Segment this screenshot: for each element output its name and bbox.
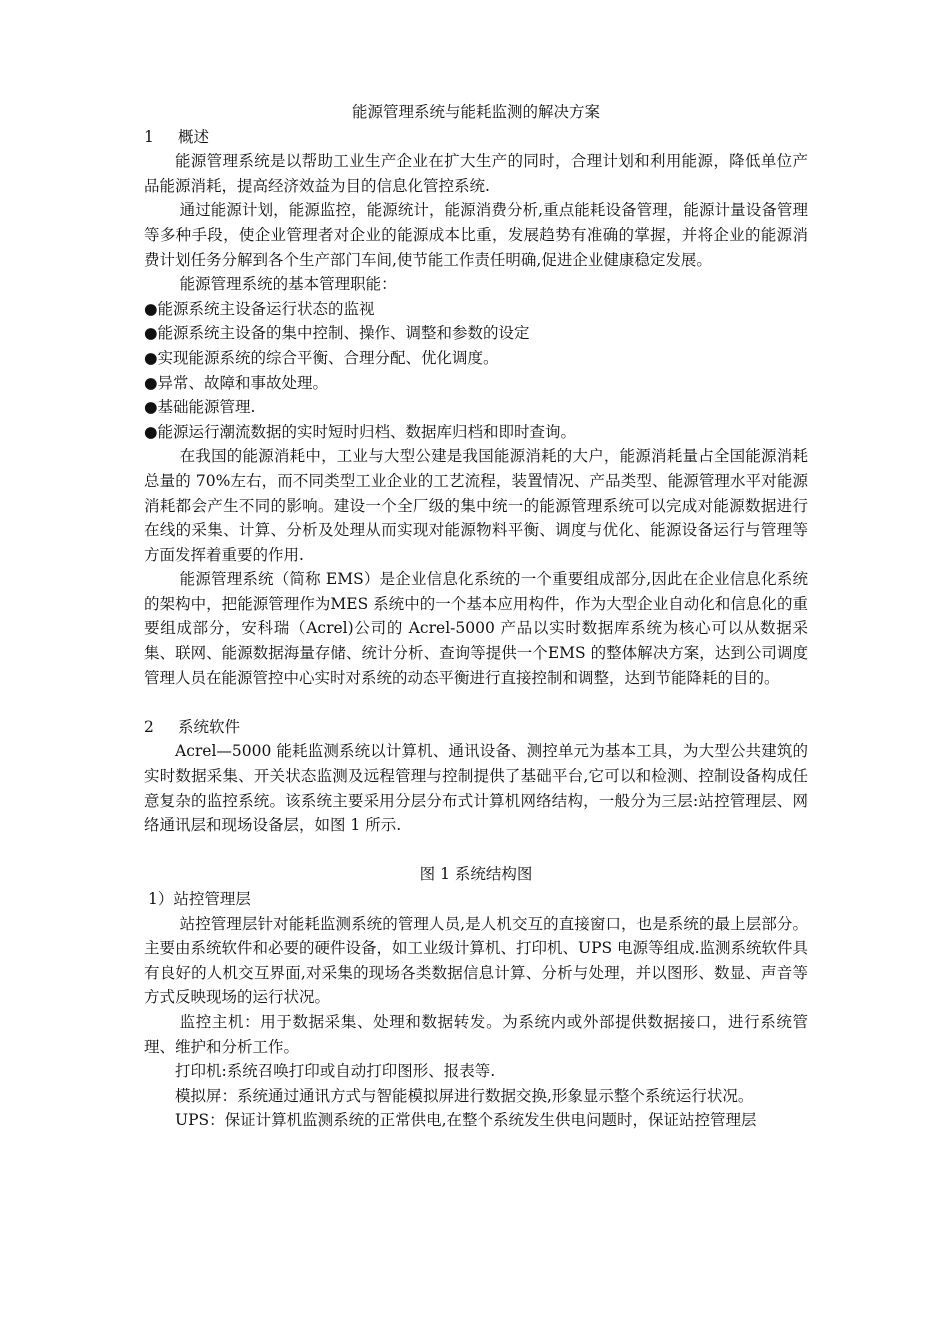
bullet-item — [144, 321, 808, 346]
paragraph: 能源管理系统的基本管理职能： — [179, 275, 397, 294]
document-page — [144, 100, 808, 1133]
section-number: 1 — [144, 127, 154, 146]
bullet-text: 能源系统主设备运行状态的监视 — [157, 299, 375, 318]
bullet-item — [144, 395, 808, 420]
paragraph: 通过能源计划，能源监控，能源统计，能源消费分析,重点能耗设备管理，能源计量设备管理等多种手段，使企业管理者对企业的能源成本比重，发展趋势有准确的掌握，并将企业的能源消费计划任务分解到各个生产部门车间,使节能工作责任明确,促进企业健康稳定发展。 — [144, 201, 808, 269]
bullet-icon: ● — [144, 348, 158, 367]
bullet-item — [144, 420, 808, 445]
bullet-text: 能源系统主设备的集中控制、操作、调整和参数的设定 — [157, 324, 530, 343]
bullet-icon: ● — [144, 299, 158, 318]
section-title: 概述 — [178, 127, 210, 146]
paragraph: 打印机:系统召唤打印或自动打印图形、报表等. — [175, 1062, 496, 1081]
paragraph: 站控管理层针对能耗监测系统的管理人员,是人机交互的直接窗口，也是系统的最上层部分。主要由系统软件和必要的硬件设备，如工业级计算机、打印机、UPS 电源等组成.监测系统软件具有良好的人机交互界面,对采集的现场各类数据信息计算、分析与处理，并以图形、数显、声音等方式反映现场的运行状况。 — [144, 914, 808, 1007]
bullet-icon: ● — [144, 324, 158, 343]
section-2-heading — [144, 715, 808, 740]
section-number: 2 — [144, 717, 154, 736]
document-title: 能源管理系统与能耗监测的解决方案 — [351, 103, 600, 121]
spacer — [144, 690, 808, 715]
bullet-text: 实现能源系统的综合平衡、合理分配、优化调度。 — [157, 348, 499, 367]
bullet-item — [144, 371, 808, 396]
bullet-icon: ● — [144, 422, 158, 441]
section-1-heading — [144, 125, 808, 150]
paragraph: 模拟屏：系统通过通讯方式与智能模拟屏进行数据交换,形象显示整个系统运行状况。 — [175, 1086, 754, 1105]
paragraph: 监控主机：用于数据采集、处理和数据转发。为系统内或外部提供数据接口，进行系统管理、维护和分析工作。 — [144, 1012, 808, 1056]
subsection-heading: 1）站控管理层 — [148, 890, 251, 908]
bullet-text: 基础能源管理. — [157, 398, 256, 417]
paragraph: 在我国的能源消耗中，工业与大型公建是我国能源消耗的大户，能源消耗量占全国能源消耗总量的 70%左右，而不同类型工业企业的工艺流程，装置情况、产品类型、能源管理水平对能源消耗都会产生不同的影响。建设一个全厂级的集中统一的能源管理系统可以完成对能源数据进行在线的采集、计算、分析及处理从而实现对能源物料平衡、调度与优化、能源设备运行与管理等方面发挥着重要的作用. — [144, 447, 808, 564]
bullet-item — [144, 346, 808, 371]
paragraph: 能源管理系统是以帮助工业生产企业在扩大生产的同时，合理计划和利用能源，降低单位产品能源消耗，提高经济效益为目的信息化管控系统. — [144, 152, 808, 195]
paragraph: Acrel—5000 能耗监测系统以计算机、通讯设备、测控单元为基本工具，为大型公共建筑的实时数据采集、开关状态监测及远程管理与控制提供了基础平台,它可以和检测、控制设备构成任意复杂的监控系统。该系统主要采用分层分布式计算机网络结构，一般分为三层:站控管理层、网络通讯层和现场设备层，如图 1 所示. — [144, 742, 808, 835]
figure-caption: 图 1 系统结构图 — [419, 865, 533, 884]
paragraph: UPS：保证计算机监测系统的正常供电,在整个系统发生供电问题时，保证站控管理层 — [175, 1111, 757, 1130]
bullet-text: 异常、故障和事故处理。 — [157, 373, 329, 392]
paragraph: 能源管理系统（简称 EMS）是企业信息化系统的一个重要组成部分,因此在企业信息化系统的架构中，把能源管理作为MES 系统中的一个基本应用构件，作为大型企业自动化和信息化的重要组成部分，安科瑞（Acrel)公司的 Acrel-5000 产品以实时数据库系统为核心可以从数据采集、联网、能源数据海量存储、统计分析、查询等提供一个EMS 的整体解决方案，达到公司调度管理人员在能源管控中心实时对系统的动态平衡进行直接控制和调整，达到节能降耗的目的。 — [144, 570, 808, 687]
bullet-icon: ● — [144, 373, 158, 392]
spacer — [144, 838, 808, 863]
section-title: 系统软件 — [178, 717, 241, 736]
bullet-text: 能源运行潮流数据的实时短时归档、数据库归档和即时查询。 — [157, 422, 577, 441]
bullet-item — [144, 297, 808, 322]
bullet-icon: ● — [144, 398, 158, 417]
